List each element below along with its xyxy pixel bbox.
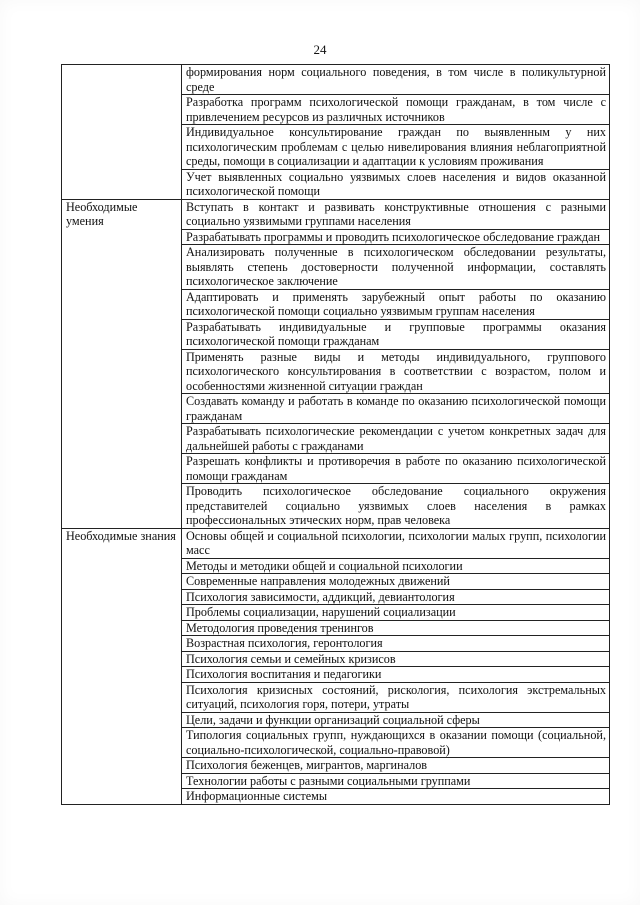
section-item: Создавать команду и работать в команде по оказанию психологической помощи гражданам: [182, 394, 610, 424]
section-label: Необходимые знания: [62, 528, 182, 804]
page-number: 24: [313, 42, 327, 57]
section-item: Анализировать полученные в психологическом обследовании результаты, выявлять степень достоверности полученной информации, составлять психологическое заключение: [182, 245, 610, 290]
section-item: Цели, задачи и функции организаций социальной сферы: [182, 712, 610, 728]
section-item: Возрастная психология, геронтология: [182, 636, 610, 652]
section-item: Разрабатывать индивидуальные и групповые программы оказания психологической помощи гражданам: [182, 319, 610, 349]
section-label: Необходимые умения: [62, 199, 182, 528]
table-row: [62, 65, 610, 95]
section-item: Проводить психологическое обследование социального окружения представителей социально уязвимых слоев населения в рамках профессиональных этических норм, прав человека: [182, 484, 610, 529]
competency-table: [61, 64, 610, 805]
section-item: Разрабатывать психологические рекомендации с учетом конкретных задач для дальнейшей работы с гражданами: [182, 424, 610, 454]
section-item: Проблемы социализации, нарушений социализации: [182, 605, 610, 621]
section-item: Применять разные виды и методы индивидуального, группового психологического консультирования в соответствии с возрастом, полом и особенностями жизненной ситуации граждан: [182, 349, 610, 394]
section-item: Психология семьи и семейных кризисов: [182, 651, 610, 667]
section-item: Основы общей и социальной психологии, психологии малых групп, психологии масс: [182, 528, 610, 558]
section-item: Психология беженцев, мигрантов, маргиналов: [182, 758, 610, 774]
table-row: [62, 528, 610, 558]
section-item: Вступать в контакт и развивать конструктивные отношения с разными социально уязвимыми группами населения: [182, 199, 610, 229]
section-item: формирования норм социального поведения, в том числе в поликультурной среде: [182, 65, 610, 95]
section-item: Типология социальных групп, нуждающихся в оказании помощи (социальной, социально-психологической, социально-правовой): [182, 728, 610, 758]
section-item: Разрешать конфликты и противоречия в работе по оказанию психологической помощи гражданам: [182, 454, 610, 484]
competency-table-body: [62, 65, 610, 805]
section-item: Психология кризисных состояний, рискология, психология экстремальных ситуаций, психология горя, потери, утраты: [182, 682, 610, 712]
section-item: Учет выявленных социально уязвимых слоев населения и видов оказанной психологической помощи: [182, 169, 610, 199]
section-item: Психология воспитания и педагогики: [182, 667, 610, 683]
section-item: Современные направления молодежных движений: [182, 574, 610, 590]
section-item: Адаптировать и применять зарубежный опыт работы по оказанию психологической помощи социально уязвимым группам населения: [182, 289, 610, 319]
section-item: Разработка программ психологической помощи гражданам, в том числе с привлечением ресурсов из различных источников: [182, 95, 610, 125]
section-item: Методология проведения тренингов: [182, 620, 610, 636]
section-label: [62, 65, 182, 200]
table-row: [62, 199, 610, 229]
section-item: Методы и методики общей и социальной психологии: [182, 558, 610, 574]
section-item: Технологии работы с разными социальными группами: [182, 773, 610, 789]
section-item: Информационные системы: [182, 789, 610, 805]
section-item: Психология зависимости, аддикций, девиантология: [182, 589, 610, 605]
section-item: Разрабатывать программы и проводить психологическое обследование граждан: [182, 229, 610, 245]
section-item: Индивидуальное консультирование граждан по выявленным у них психологическим проблемам с целью нивелирования влияния неблагоприятной среды, помощи в социализации и адаптации к условиям проживания: [182, 125, 610, 170]
